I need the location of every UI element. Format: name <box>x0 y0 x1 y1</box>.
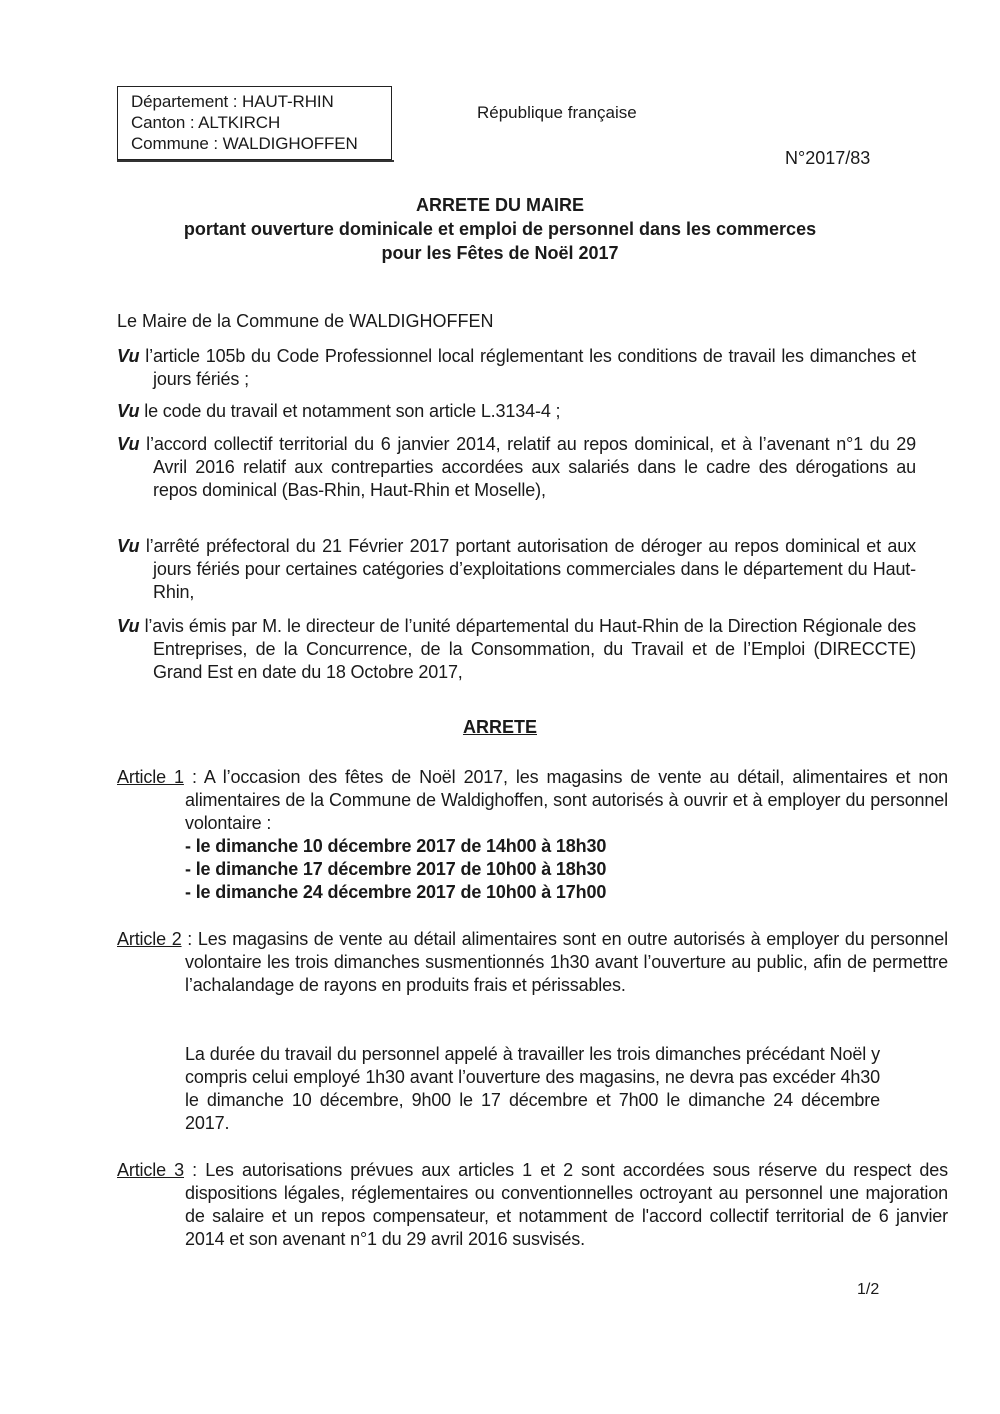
arrete-heading: ARRETE <box>462 717 537 737</box>
vu-clause-text: l’arrêté préfectoral du 21 Février 2017 portant autorisation de déroger au repos dominical et aux jours fériés pour certaines catégories d’exploitations commerciales dans le département du Haut-Rhin, <box>139 536 916 602</box>
commune-label: Commune : WALDIGHOFFEN <box>131 134 358 153</box>
article-label: Article 1 <box>117 767 184 787</box>
title-line-1: ARRETE DU MAIRE <box>415 195 584 215</box>
info-box-underline <box>117 160 394 162</box>
article-text: : Les magasins de vente au détail alimentaires sont en outre autorisés à employer du personnel volontaire les trois dimanches susmentionnés 1h30 avant l’ouverture au public, afin de permettre l’achalandage de rayons en produits frais et périssables. <box>181 929 948 995</box>
vu-label: Vu <box>117 346 140 366</box>
title-line-3: pour les Fêtes de Noël 2017 <box>381 243 619 263</box>
article-text: : A l’occasion des fêtes de Noël 2017, les magasins de vente au détail, alimentaires et non alimentaires de la Commune de Waldighoffen, sont autorisés à ouvrir et à employer du personnel volontaire : <box>183 767 949 833</box>
article-1-schedule <box>117 835 880 904</box>
vu-label: Vu <box>117 616 140 636</box>
document-title <box>100 193 900 265</box>
vu-label: Vu <box>117 401 140 421</box>
vu-label: Vu <box>117 536 140 556</box>
decree-number: N°2017/83 <box>785 148 871 168</box>
vu-clause-5 <box>117 615 916 684</box>
title-line-2: portant ouverture dominicale et emploi de personnel dans les commerces <box>183 219 817 239</box>
article-text: : Les autorisations prévues aux articles 1 et 2 sont accordées sous réserve du respect des dispositions légales, réglementaires ou conventionnelles octroyant au personnel une majoration de salaire et un repos compensateur, et notamment de l'accord collectif territorial de 6 janvier 2014 et son avenant n°1 du 29 avril 2016 susvisés. <box>184 1160 948 1249</box>
article-2 <box>117 928 948 997</box>
article-2-paragraph-2: La durée du travail du personnel appelé à travailler les trois dimanches précédant Noël y compris celui employé 1h30 avant l’ouverture des magasins, ne devra pas excéder 4h30 le dimanche 10 décembre, 9h00 le 17 décembre et 7h00 le dimanche 24 décembre 2017. <box>185 1044 880 1133</box>
article-3 <box>117 1159 948 1251</box>
page-number: 1/2 <box>857 1281 880 1298</box>
vu-clause-4 <box>117 535 916 604</box>
vu-clause-text: le code du travail et notamment son article L.3134-4 ; <box>139 401 561 421</box>
mayor-statement: Le Maire de la Commune de WALDIGHOFFEN <box>117 311 494 331</box>
canton-label: Canton : ALTKIRCH <box>131 113 281 132</box>
vu-clause-text: l’avis émis par M. le directeur de l’unité départemental du Haut-Rhin de la Direction Régionale des Entreprises, de la Concurrence, de la Consommation, du Travail et de l’Emploi (DIRECCTE) Grand Est en date du 18 Octobre 2017, <box>139 616 916 682</box>
article-label: Article 3 <box>117 1160 184 1180</box>
schedule-item: - le dimanche 24 décembre 2017 de 10h00 à 17h00 <box>185 882 607 902</box>
vu-clause-text: l’article 105b du Code Professionnel local réglementant les conditions de travail les dimanches et jours fériés ; <box>139 346 916 389</box>
vu-clause-2 <box>117 400 916 423</box>
schedule-item: - le dimanche 10 décembre 2017 de 14h00 à 18h30 <box>185 836 607 856</box>
administrative-info-box <box>117 86 392 160</box>
article-label: Article 2 <box>117 929 182 949</box>
vu-label: Vu <box>117 434 140 454</box>
article-1 <box>117 766 948 835</box>
vu-clause-1 <box>117 345 916 391</box>
vu-clause-3 <box>117 433 916 502</box>
schedule-item: - le dimanche 17 décembre 2017 de 10h00 à 18h30 <box>185 859 607 879</box>
republic-label: République française <box>477 103 637 122</box>
departement-label: Département : HAUT-RHIN <box>131 92 334 111</box>
vu-clause-text: l’accord collectif territorial du 6 janvier 2014, relatif au repos dominical, et à l’avenant n°1 du 29 Avril 2016 relatif aux contreparties accordées aux salariés dans le cadre des dérogations au repos dominical (Bas-Rhin, Haut-Rhin et Moselle), <box>139 434 916 500</box>
